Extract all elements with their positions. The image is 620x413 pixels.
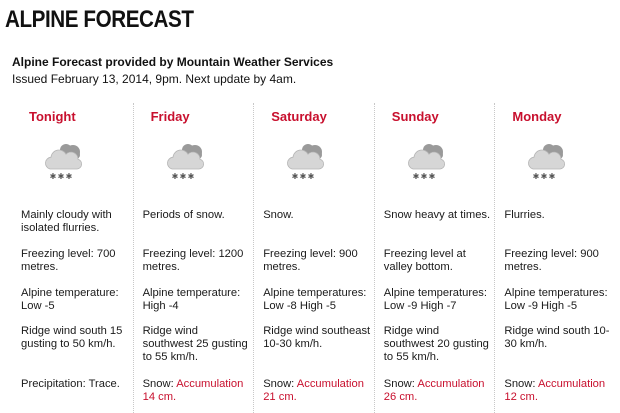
condition-text: Snow. [263,209,294,221]
precipitation [384,378,492,404]
precip-accumulation: Accumulation 12 cm. [504,378,606,403]
alpine-temperature: Alpine temperatures: Low -8 High -5 [263,287,367,312]
svg-text:✱: ✱ [291,172,299,181]
ridge-wind: Ridge wind southwest 25 gusting to 55 km/h. [142,325,248,363]
snow-cloud-icon [42,139,88,183]
svg-text:✱: ✱ [57,172,65,181]
forecast-day-saturday [253,103,374,413]
precip-accumulation: Accumulation 14 cm. [142,378,244,403]
day-name: Sunday [391,109,439,124]
ridge-wind: Ridge wind south 10-30 km/h. [504,325,610,350]
precip-label: Snow: [142,378,177,390]
svg-text:✱: ✱ [299,172,307,181]
issued-timestamp: Issued February 13, 2014, 9pm. Next update by 4am. [12,72,297,86]
svg-text:✱: ✱ [49,172,57,181]
precip-label: Snow: [383,378,418,390]
provider-credit: Alpine Forecast provided by Mountain Weather Services [12,55,334,69]
freezing-level: Freezing level at valley bottom. [383,248,466,273]
forecast-day-tonight [12,103,133,413]
precip-accumulation: Accumulation 21 cm. [263,378,364,403]
precipitation [21,378,129,391]
svg-text:✱: ✱ [412,172,420,181]
snow-cloud-icon [164,139,210,183]
forecast-table [12,103,615,413]
condition-text: Flurries. [504,209,545,221]
freezing-level: Freezing level: 900 metres. [263,248,358,273]
condition-text: Periods of snow. [142,209,225,221]
alpine-temperature: Alpine temperatures: Low -9 High -7 [383,287,488,312]
precipitation [263,378,371,404]
freezing-level: Freezing level: 1200 metres. [142,248,244,273]
precipitation [504,378,612,404]
svg-text:✱: ✱ [533,172,540,181]
precipitation [143,378,251,404]
page-title: ALPINE FORECAST [5,6,194,33]
condition-text: Mainly cloudy with isolated flurries. [21,209,112,234]
precip-accumulation: Accumulation 26 cm. [383,378,485,403]
svg-text:✱: ✱ [65,172,73,181]
snow-cloud-icon [284,139,330,183]
alpine-temperature: Alpine temperature: Low -5 [21,287,119,312]
alpine-temperature: Alpine temperature: High -4 [142,287,241,312]
svg-text:✱: ✱ [428,172,436,181]
day-name: Monday [512,109,562,124]
forecast-day-monday [494,103,615,413]
ridge-wind: Ridge wind south 15 gusting to 50 km/h. [21,325,123,350]
svg-text:✱: ✱ [307,172,315,181]
svg-text:✱: ✱ [171,172,178,181]
svg-text:✱: ✱ [187,172,194,181]
day-name: Tonight [29,109,76,124]
day-name: Saturday [271,109,327,124]
freezing-level: Freezing level: 700 metres. [21,248,116,273]
alpine-temperature: Alpine temperatures: Low -9 High -5 [504,287,608,312]
svg-text:✱: ✱ [541,172,548,181]
snow-cloud-icon [525,139,571,183]
condition-text: Snow heavy at times. [383,209,491,221]
freezing-level: Freezing level: 900 metres. [504,248,599,273]
snow-cloud-icon [405,139,451,183]
day-name: Friday [150,109,190,124]
ridge-wind: Ridge wind southwest 20 gusting to 55 km/h. [383,325,489,363]
ridge-wind: Ridge wind southeast 10-30 km/h. [263,325,371,350]
svg-text:✱: ✱ [179,172,186,181]
precip-label: Precipitation: Trace. [21,378,120,390]
precip-label: Snow: [263,378,297,390]
svg-text:✱: ✱ [420,172,428,181]
forecast-day-sunday [374,103,495,413]
precip-label: Snow: [504,378,538,390]
svg-text:✱: ✱ [549,172,556,181]
forecast-day-friday [133,103,254,413]
